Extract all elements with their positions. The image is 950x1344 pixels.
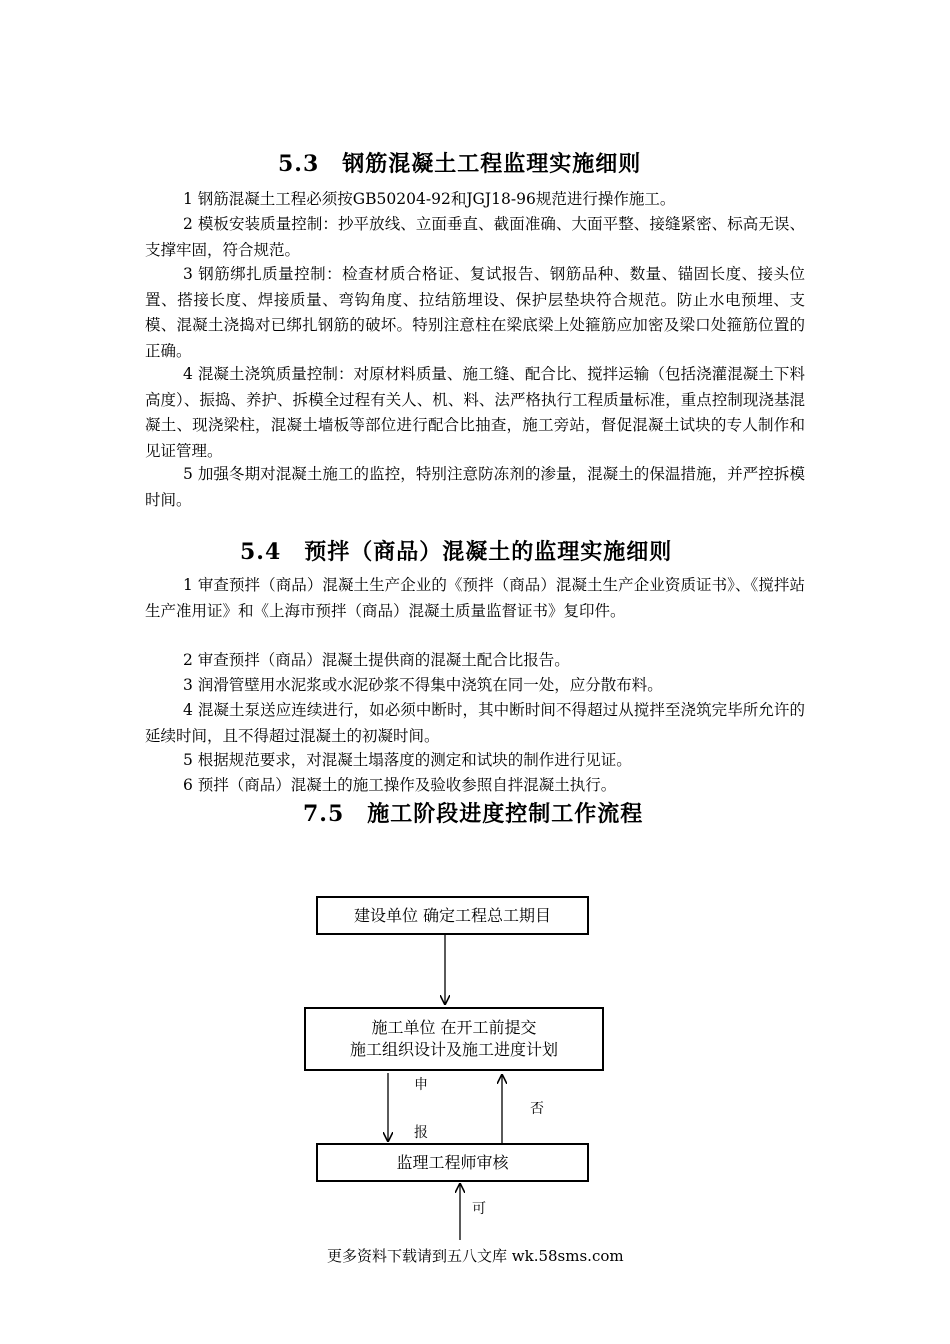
section-5-4-heading: 5.4 预拌（商品）混凝土的监理实施细则 — [240, 539, 673, 565]
section-5-4-para-3: 3 润滑管壁用水泥浆或水泥砂浆不得集中浇筑在同一处，应分散布料。 — [183, 676, 663, 694]
flow-label-ke: 可 — [472, 1201, 486, 1217]
section-5-4-para-4: 4 混凝土泵送应连续进行，如必须中断时，其中断时间不得超过从搅拌至浇筑完毕所允许的延续时间，且不得超过混凝土的初凝时间。 — [145, 701, 805, 745]
flow-box-contractor-line2: 施工组织设计及施工进度计划 — [349, 1040, 558, 1059]
section-5-3-para-3: 3 钢筋绑扎质量控制：检查材质合格证、复试报告、钢筋品种、数量、锚固长度、接头位置、搭接长度、焊接质量、弯钩角度、拉结筋埋设、保护层垫块符合规范。防止水电预埋、支模、混凝土浇捣对已绑扎钢筋的破坏。特别注意柱在梁底梁上处箍筋应加密及梁口处箍筋位置的正确。 — [145, 265, 805, 360]
flow-box-supervisor-review-text: 监理工程师审核 — [396, 1152, 509, 1172]
section-5-4-para-6: 6 预拌（商品）混凝土的施工操作及验收参照自拌混凝土执行。 — [183, 776, 617, 794]
flow-box-owner-schedule — [316, 896, 589, 935]
footer-download-link[interactable]: 更多资料下载请到五八文库 wk.58sms.com — [327, 1247, 624, 1265]
section-7-5-heading: 7.5 施工阶段进度控制工作流程 — [303, 801, 644, 827]
section-5-4-para-2: 2 审查预拌（商品）混凝土提供商的混凝土配合比报告。 — [183, 651, 570, 669]
section-5-3-para-2: 2 模板安装质量控制：抄平放线、立面垂直、截面准确、大面平整、接缝紧密、标高无误、支撑牢固，符合规范。 — [145, 215, 805, 259]
flow-label-fou: 否 — [530, 1101, 544, 1117]
section-5-3-para-1: 1 钢筋混凝土工程必须按GB50204-92和JGJ18-96规范进行操作施工。 — [183, 190, 676, 208]
flow-box-owner-schedule-text: 建设单位 确定工程总工期目 — [353, 905, 552, 925]
section-5-4-para-1: 1 审查预拌（商品）混凝土生产企业的《预拌（商品）混凝土生产企业资质证书》、《搅拌站生产准用证》和《上海市预拌（商品）混凝土质量监督证书》复印件。 — [145, 576, 805, 620]
section-5-3-heading: 5.3 钢筋混凝土工程监理实施细则 — [278, 151, 642, 177]
flow-label-shen: 申 — [414, 1077, 428, 1093]
flow-box-contractor-line1: 施工单位 在开工前提交 — [371, 1018, 537, 1037]
flow-box-supervisor-review — [316, 1143, 589, 1182]
section-5-3-para-4: 4 混凝土浇筑质量控制：对原材料质量、施工缝、配合比、搅拌运输（包括浇灌混凝土下料高度）、振捣、养护、拆模全过程有关人、机、料、法严格执行工程质量标准，重点控制现浇基混凝土、现浇梁柱，混凝土墙板等部位进行配合比抽查，施工旁站，督促混凝土试块的专人制作和见证管理。 — [145, 365, 805, 460]
flow-label-bao: 报 — [414, 1125, 428, 1141]
section-5-4-para-5: 5 根据规范要求，对混凝土塌落度的测定和试块的制作进行见证。 — [183, 751, 632, 769]
section-5-3-para-5: 5 加强冬期对混凝土施工的监控，特别注意防冻剂的渗量，混凝土的保温措施，并严控拆模时间。 — [145, 465, 805, 509]
flow-box-contractor-submit — [304, 1007, 604, 1071]
